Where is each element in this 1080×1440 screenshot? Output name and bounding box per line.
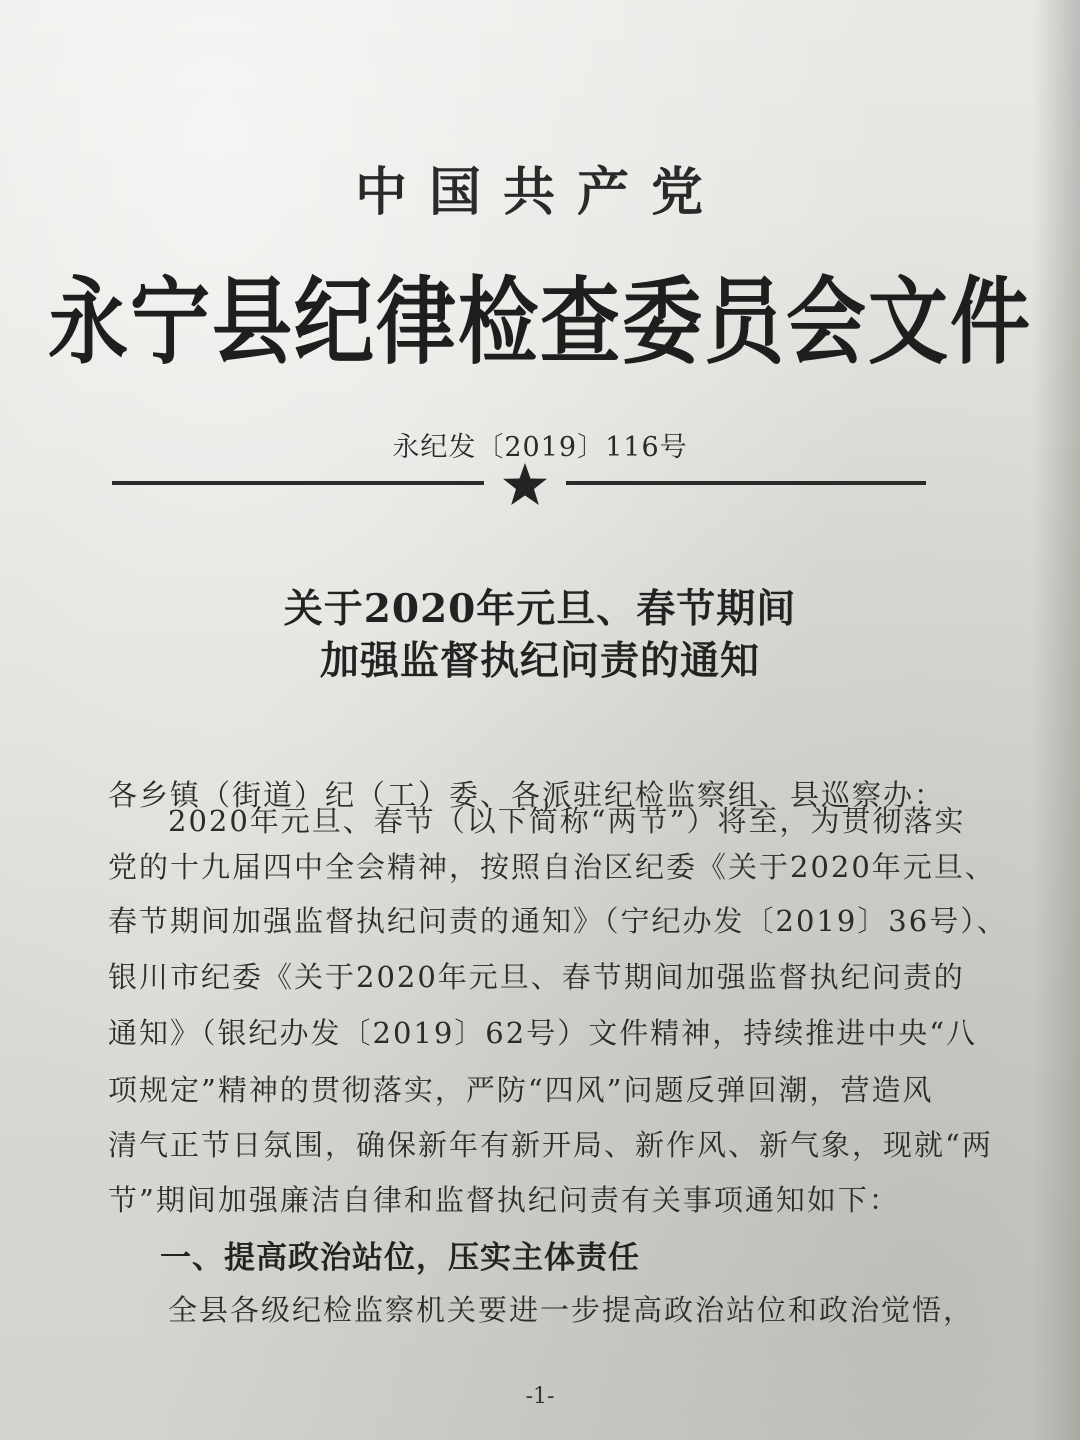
issuer-organization-title: 永宁县纪律检查委员会文件 [48,266,1032,377]
document-number: 永纪发〔2019〕116号 [392,432,688,463]
header-separator-left [112,481,484,485]
notice-title-line-1: 关于2020年元旦、春节期间 [283,586,797,632]
paragraph-line: 银川市纪委《关于2020年元旦、春节期间加强监督执纪问责的 [108,960,965,994]
star-icon [502,462,548,506]
notice-title-line-2: 加强监督执纪问责的通知 [319,638,760,684]
section-1-first-line: 全县各级纪检监察机关要进一步提高政治站位和政治觉悟， [168,1293,975,1327]
paragraph-line: 清气正节日氛围，确保新年有新开局、新作风、新气象，现就“两 [108,1128,993,1162]
paragraph-line: 通知》（银纪办发〔2019〕62号）文件精神，持续推进中央“八 [108,1016,978,1050]
paragraph-line: 春节期间加强监督执纪问责的通知》（宁纪办发〔2019〕36号）、 [108,904,1008,938]
page-number: -1- [525,1384,555,1409]
paragraph-line: 党的十九届四中全会精神，按照自治区纪委《关于2020年元旦、 [108,850,996,884]
issuer-party-name: 中国共产党 [354,162,725,223]
paragraph-line: 项规定”精神的贯彻落实，严防“四风”问题反弹回潮，营造风 [108,1073,934,1107]
section-1-heading: 一、提高政治站位，压实主体责任 [160,1240,640,1276]
header-separator-right [566,481,926,485]
paragraph-line: 节”期间加强廉洁自律和监督执纪问责有关事项通知如下： [108,1183,900,1217]
salutation: 各乡镇（街道）纪（工）委、各派驻纪检监察组、县巡察办： [108,778,946,812]
paragraph-line: 2020年元旦、春节（以下简称“两节”）将至，为贯彻落实 [168,804,966,838]
